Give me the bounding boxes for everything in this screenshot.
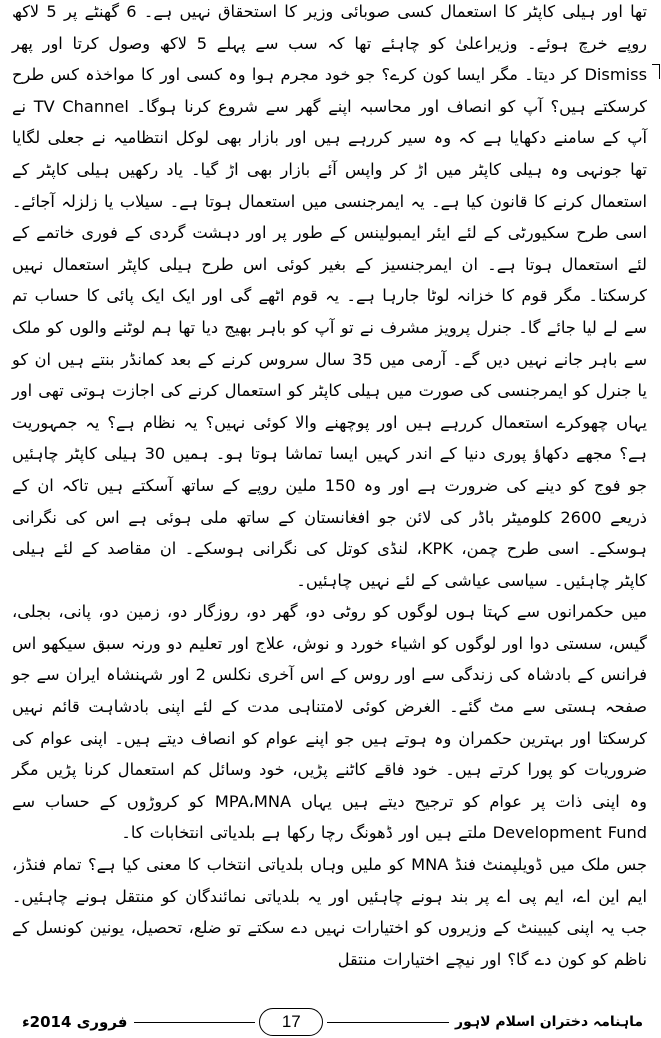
body-paragraph-3: جس ملک میں ڈویلپمنٹ فنڈ MNA کو ملیں وہاں بلدیاتی انتخاب کا معنی کیا ہے؟ تمام فنڈز، ایم این اے، ایم پی اے پر بند ہونے چاہئیں اور یہ بلدیاتی نمائندگان کو منتقل ہونے چاہئیں۔ جب یہ اپنی کیبینٹ کے وزیروں کو اختیارات نہیں دے سکتے تو ضلع، تحصیل، یونین کونسل کے ناظم کو کون دے گا؟ اور نیچے اختیارات منتقل [12,855,647,969]
margin-mark [652,64,660,79]
magazine-name: ماہنامہ دختران اسلام لاہور [455,1014,644,1030]
body-paragraph-2: میں حکمرانوں سے کہتا ہوں لوگوں کو روٹی دو، گھر دو، روزگار دو، زمین دو، پانی، بجلی، گیس، سستی دوا اور لوگوں کو اشیاء خورد و نوش، علاج اور تعلیم دو ورنہ سبق سیکھو اس فرانس کے بادشاہ کی زندگی سے اور روس کے اس آخری نکلس 2 اور شہنشاہ ایران سے جو صفحہ ہستی سے مٹ گئے۔ الغرض کوئی لامتناہی مدت کے لئے اپنی بادشاہت قائم نہیں کرسکتا اور بہترین حکمران وہ ہوتے ہیں جو اپنے عوام کو انصاف دیتے ہیں۔ اپنی عوام کی ضروریات کو پورا کرتے ہیں۔ خود فاقے کاٹنے پڑیں، خود وسائل کم استعمال کرنا پڑیں مگر وہ اپنی ذات پر عوام کو ترجیح دیتے ہیں یہاں MPA،MNA کو کروڑوں کے حساب سے Development Fund ملتے ہیں اور ڈھونگ رچا رکھا ہے بلدیاتی انتخابات کا۔ [12,602,647,843]
footer-rule-right [327,1022,449,1023]
page-number: 17 [259,1008,323,1036]
footer-rule-left [134,1022,256,1023]
body-paragraph-1: تھا اور ہیلی کاپٹر کا استعمال کسی صوبائی وزیر کا استحقاق نہیں ہے۔ 6 گھنٹے پر 5 لاکھ روپے خرچ ہوئے۔ وزیراعلیٰ کو چاہئے تھا کہ سب سے پہلے 5 لاکھ وصول کرتا اور پھر Dismiss کر دیتا۔ مگر ایسا کون کرے؟ جو خود مجرم ہوا وہ کسی اور کا مواخذہ کس طرح کرسکتے ہیں؟ آپ کو انصاف اور محاسبہ اپنے گھر سے شروع کرنا ہوگا۔ TV Channel نے آپ کے سامنے دکھایا ہے کہ وہ سیر کررہے ہیں اور بازار بھی لوکل انتظامیہ نے جعلی لگایا تھا جونہی وہ ہیلی کاپٹر میں اڑ کر واپس آئے بازار بھی اڑ گیا۔ یاد رکھیں ہیلی کاپٹر کے استعمال کرنے کا قانون کیا ہے۔ یہ ایمرجنسی میں استعمال ہوتا ہے۔ سیلاب یا زلزلہ آجائے۔ اسی طرح سکیورٹی کے لئے ایئر ایمبولینس کے طور پر اور دہشت گردی کے فوری خاتمے کے لئے استعمال ہوتا ہے۔ ان ایمرجنسیز کے بغیر کوئی اس طرح ہیلی کاپٹر استعمال نہیں کرسکتا۔ مگر قوم کا خزانہ لوٹا جارہا ہے۔ یہ قوم اٹھے گی اور ایک ایک پائی کا حساب تم سے لے لیا جائے گا۔ جنرل پرویز مشرف نے تو آپ کو باہر بھیج دیا تھا ہم لوٹنے والوں کو ملک سے باہر جانے نہیں دیں گے۔ آرمی میں 35 سال سروس کرنے کے بعد کمانڈر بنتے ہیں ان کو یا جنرل کو ایمرجنسی کی صورت میں ہیلی کاپٹر کو استعمال کرنے کی اجازت ہوتی تھی اور یہاں چھوکرے استعمال کررہے ہیں اور پوچھنے والا کوئی نہیں؟ یہ نظام ہے؟ یہ جمہوریت ہے؟ مجھے دکھاؤ پوری دنیا کے اندر کہیں ایسا تماشا ہوتا ہو۔ ہمیں 30 ہیلی کاپٹر چاہئیں جو فوج کو دینے کی ضرورت ہے اور وہ 150 ملین روپے کے ساتھ آسکتے ہیں تاکہ ان کے ذریعے 2600 کلومیٹر باڈر کی لائن جو افغانستان کے ساتھ ملی ہوئی ہے اس کی نگرانی ہوسکے۔ اسی طرح چمن، KPK، لنڈی کوتل کی نگرانی ہوسکے۔ ان مقاصد کے لئے ہیلی کاپٹر چاہئیں۔ سیاسی عیاشی کے لئے نہیں چاہئیں۔ [12,2,648,590]
footer-date: فروری 2014ء [22,1013,128,1031]
page-footer [22,1006,643,1038]
